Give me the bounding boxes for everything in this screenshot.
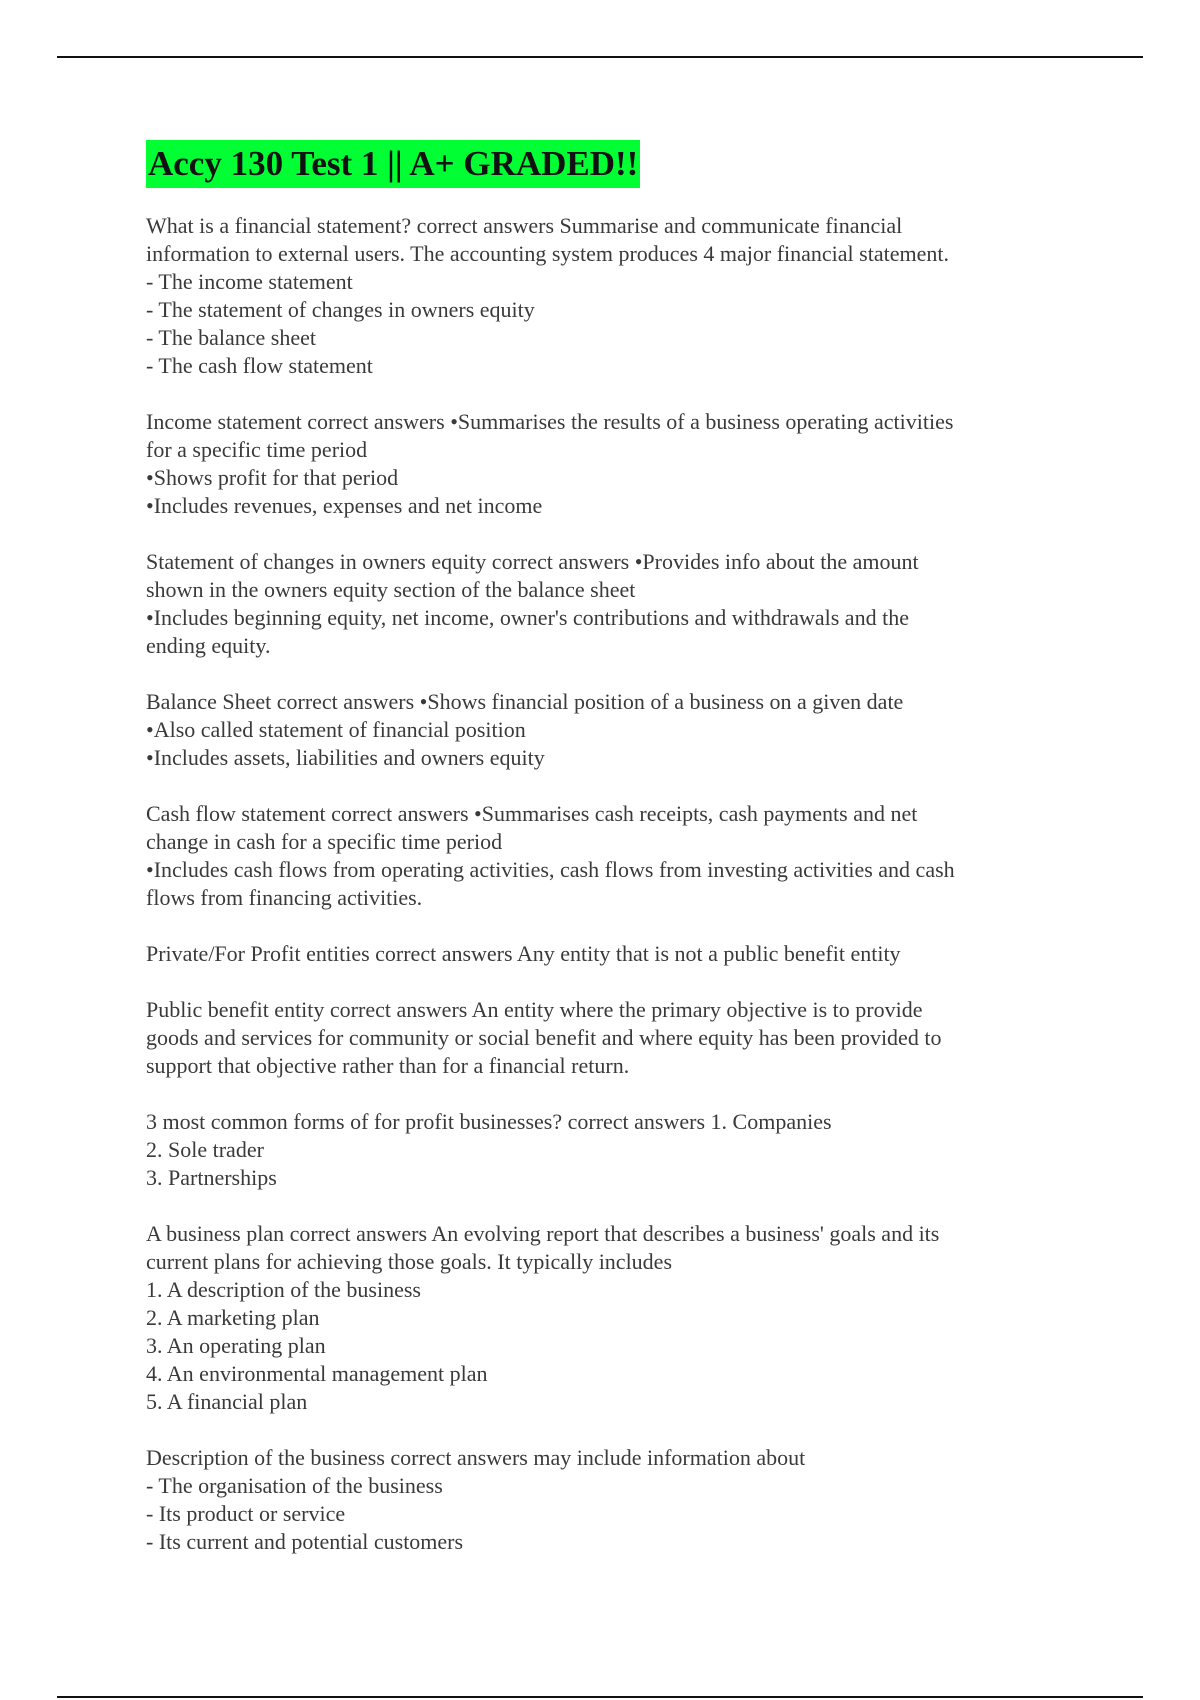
qa-entry bbox=[146, 1108, 1066, 1192]
qa-entry bbox=[146, 1220, 1066, 1416]
entries-list bbox=[146, 212, 1066, 1556]
entry-line: - Its product or service bbox=[146, 1501, 346, 1526]
entry-line: 3 most common forms of for profit businesses? correct answers 1. Companies bbox=[146, 1109, 832, 1134]
entry-line: Statement of changes in owners equity correct answers •Provides info about the amount bbox=[146, 549, 919, 574]
entry-line: Public benefit entity correct answers An entity where the primary objective is to provide bbox=[146, 997, 923, 1022]
entry-line: - The cash flow statement bbox=[146, 353, 373, 378]
entry-line: •Includes beginning equity, net income, owner's contributions and withdrawals and the bbox=[146, 605, 909, 630]
qa-entry bbox=[146, 1444, 1066, 1556]
entry-line: current plans for achieving those goals. It typically includes bbox=[146, 1249, 673, 1274]
entry-line: - The organisation of the business bbox=[146, 1473, 443, 1498]
entry-line: change in cash for a specific time period bbox=[146, 829, 503, 854]
top-rule bbox=[57, 56, 1143, 58]
entry-line: goods and services for community or social benefit and where equity has been provided to bbox=[146, 1025, 942, 1050]
qa-entry bbox=[146, 940, 1066, 968]
entry-line: 5. A financial plan bbox=[146, 1389, 308, 1414]
qa-entry bbox=[146, 408, 1066, 520]
entry-line: 4. An environmental management plan bbox=[146, 1361, 488, 1386]
entry-line: - Its current and potential customers bbox=[146, 1529, 464, 1554]
entry-line: A business plan correct answers An evolving report that describes a business' goals and its bbox=[146, 1221, 940, 1246]
document-body bbox=[146, 140, 1066, 1584]
title-highlight: Accy 130 Test 1 || A+ GRADED!! bbox=[146, 140, 640, 188]
entry-line: support that objective rather than for a financial return. bbox=[146, 1053, 630, 1078]
entry-line: for a specific time period bbox=[146, 437, 368, 462]
entry-line: 1. A description of the business bbox=[146, 1277, 421, 1302]
entry-line: •Includes assets, liabilities and owners equity bbox=[146, 745, 545, 770]
bottom-rule bbox=[57, 1696, 1143, 1698]
entry-line: 2. Sole trader bbox=[146, 1137, 264, 1162]
qa-entry bbox=[146, 548, 1066, 660]
entry-line: What is a financial statement? correct answers Summarise and communicate financial bbox=[146, 213, 903, 238]
entry-line: •Shows profit for that period bbox=[146, 465, 399, 490]
entry-line: Cash flow statement correct answers •Summarises cash receipts, cash payments and net bbox=[146, 801, 918, 826]
entry-line: 3. An operating plan bbox=[146, 1333, 326, 1358]
document-title bbox=[146, 140, 642, 188]
entry-line: information to external users. The accounting system produces 4 major financial statement. bbox=[146, 241, 949, 266]
entry-line: Balance Sheet correct answers •Shows financial position of a business on a given date bbox=[146, 689, 904, 714]
qa-entry bbox=[146, 996, 1066, 1080]
entry-line: - The income statement bbox=[146, 269, 353, 294]
qa-entry bbox=[146, 212, 1066, 380]
entry-line: Private/For Profit entities correct answers Any entity that is not a public benefit entity bbox=[146, 941, 901, 966]
entry-line: shown in the owners equity section of the balance sheet bbox=[146, 577, 636, 602]
entry-line: - The statement of changes in owners equity bbox=[146, 297, 535, 322]
qa-entry bbox=[146, 688, 1066, 772]
entry-line: Description of the business correct answers may include information about bbox=[146, 1445, 806, 1470]
entry-line: 3. Partnerships bbox=[146, 1165, 277, 1190]
entry-line: •Includes cash flows from operating activities, cash flows from investing activities and cash bbox=[146, 857, 955, 882]
entry-line: •Includes revenues, expenses and net income bbox=[146, 493, 543, 518]
entry-line: Income statement correct answers •Summarises the results of a business operating activities bbox=[146, 409, 954, 434]
entry-line: flows from financing activities. bbox=[146, 885, 423, 910]
entry-line: •Also called statement of financial position bbox=[146, 717, 526, 742]
entry-line: - The balance sheet bbox=[146, 325, 317, 350]
entry-line: ending equity. bbox=[146, 633, 271, 658]
qa-entry bbox=[146, 800, 1066, 912]
entry-line: 2. A marketing plan bbox=[146, 1305, 320, 1330]
